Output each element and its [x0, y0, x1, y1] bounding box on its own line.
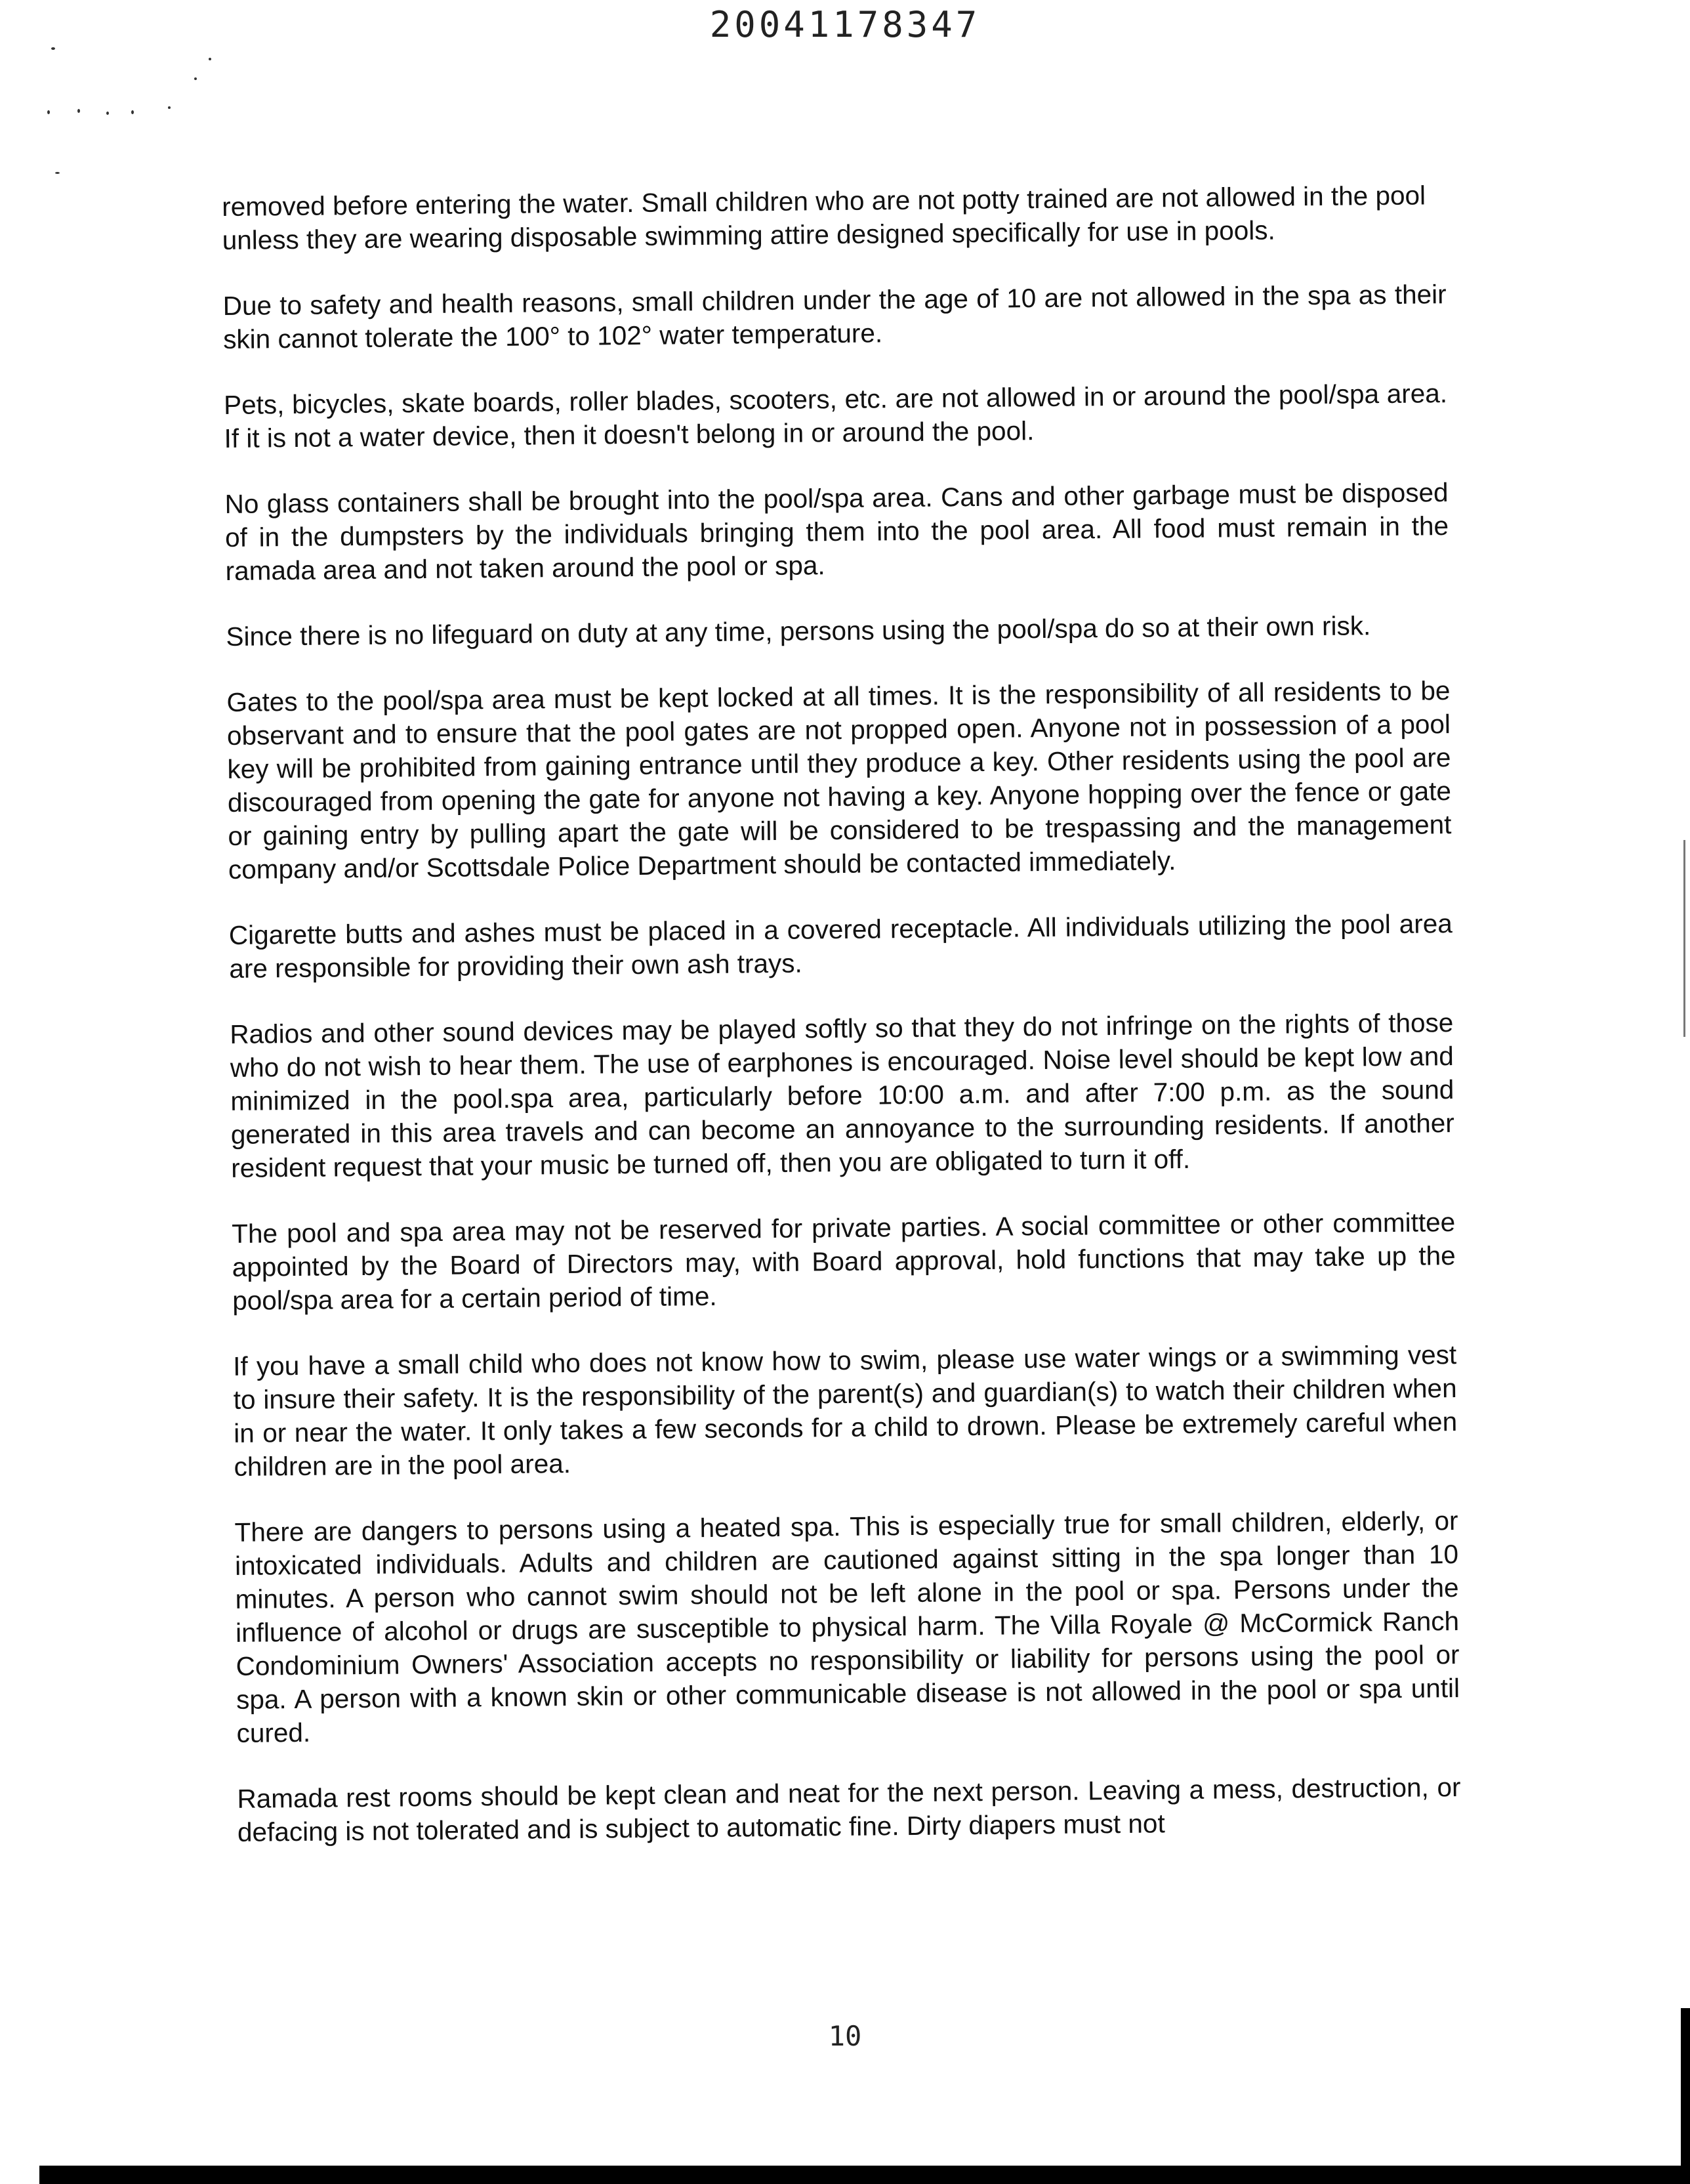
- paragraph-radios: Radios and other sound devices may be played softly so that they do not infringe on the rights of those who do not wish to hear them. The use of earphones is encouraged. Noise level should be kept low and minimized in the pool.spa area, particularly before 10:00 a.m. and after 7:00 p.m. as the sound generated in this area travels and can become an annoyance to the surrounding residents. If another resident request that your music be turned off, then you are obligated to turn it off.: [230, 1007, 1454, 1183]
- scan-bottom-border: [39, 2166, 1690, 2184]
- body-text: [222, 178, 1462, 1881]
- paragraph-glass-containers: No glass containers shall be brought into the pool/spa area. Cans and other garbage must be disposed of in the dumpsters by the individuals bringing them into the pool area. All food must remain in the ramada area and not taken around the pool or spa.: [224, 477, 1449, 586]
- paragraph-lifeguard: Since there is no lifeguard on duty at any time, persons using the pool/spa do so at their own risk.: [226, 610, 1371, 652]
- paragraph-spa-age: Due to safety and health reasons, small children under the age of 10 are not allowed in the spa as their skin cannot tolerate the 100° to 102° water temperature.: [222, 279, 1447, 354]
- paragraph-cigarettes: Cigarette butts and ashes must be placed in a covered receptacle. All individuals utilizing the pool area are responsible for providing their own ash trays.: [228, 908, 1453, 984]
- paragraph-heated-spa: There are dangers to persons using a heated spa. This is especially true for small children, elderly, or intoxicated individuals. Adults and children are cautioned against sitting in the spa longer than 10 minutes. A person who cannot swim should not be left alone in the pool or spa. Persons under the influence of alcohol or drugs are susceptible to physical harm. The Villa Royale @ McCormick Ranch Condominium Owners' Association accepts no responsibility or liability for persons using the pool or spa. A person with a known skin or other communicable disease is not allowed in the pool or spa until cured.: [234, 1505, 1460, 1748]
- paragraph-gates: Gates to the pool/spa area must be kept locked at all times. It is the responsibility of all residents to be observant and to ensure that the pool gates are not propped open. Anyone not in possession of a pool key will be prohibited from gaining entrance until they produce a key. Other residents using the pool are discouraged from opening the gate for anyone not having a key. Anyone hopping over the fence or gate or gaining entry by pulling apart the gate will be considered to be trespassing and the management company and/or Scottsdale Police Department should be contacted immediately.: [226, 675, 1452, 885]
- paragraph-continuation: removed before entering the water. Small children who are not potty trained are not allowed in the pool unless they are wearing disposable swimming attire designed specifically for use in pools.: [222, 180, 1426, 255]
- page-number: 10: [828, 2020, 862, 2052]
- document-id: 20041178347: [709, 4, 981, 45]
- paragraph-rest-rooms: Ramada rest rooms should be kept clean and neat for the next person. Leaving a mess, destruction, or defacing is not tolerated and is subject to automatic fine. Dirty diapers must not: [237, 1771, 1461, 1847]
- paragraph-small-child: If you have a small child who does not know how to swim, please use water wings or a swimming vest to insure their safety. It is the responsibility of the parent(s) and guardian(s) to watch their children when in or near the water. It only takes a few seconds for a child to drown. Please be extremely careful when children are in the pool area.: [232, 1339, 1458, 1482]
- scan-edge-line: [1683, 840, 1685, 1037]
- paragraph-private-parties: The pool and spa area may not be reserved for private parties. A social committee or other committee appointed by the Board of Directors may, with Board approval, hold functions that may take up the pool/spa area for a certain period of time.: [232, 1207, 1456, 1316]
- paragraph-pets-bicycles: Pets, bicycles, skate boards, roller blades, scooters, etc. are not allowed in or around the pool/spa area. If it is not a water device, then it doesn't belong in or around the pool.: [223, 378, 1448, 453]
